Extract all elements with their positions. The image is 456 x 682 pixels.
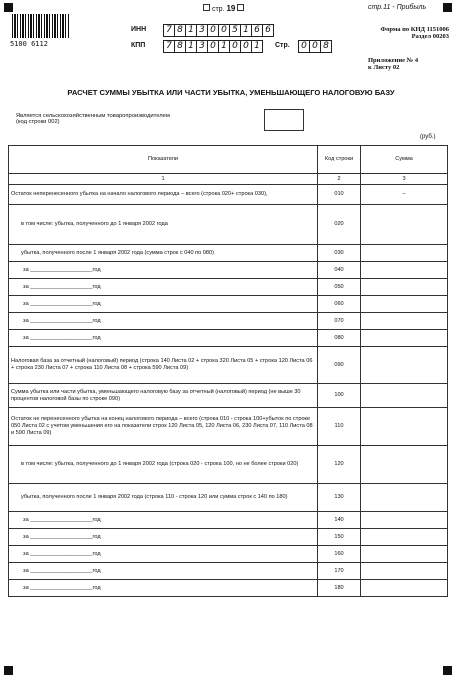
table-row (9, 347, 448, 384)
row-sum-field[interactable] (361, 529, 448, 546)
inn-digit-cell[interactable]: 0 (207, 24, 219, 37)
appendix-label (368, 57, 418, 71)
kpp-digit-cell[interactable]: 0 (207, 40, 219, 53)
page-label: стр. (211, 6, 225, 13)
row-sum-field[interactable] (361, 313, 448, 330)
table-row (9, 185, 448, 205)
row-sum-field[interactable] (361, 408, 448, 446)
inn-digit-cell[interactable]: 6 (251, 24, 263, 37)
row-code: 160 (318, 546, 361, 563)
row-sum-field[interactable] (361, 245, 448, 262)
row-code: 070 (318, 313, 361, 330)
kpp-digit-cell[interactable]: 0 (229, 40, 241, 53)
kpp-label: КПП (131, 42, 146, 49)
table-row (9, 313, 448, 330)
row-indicator: за ____________________год (9, 529, 318, 546)
unit-label: (руб.) (420, 134, 436, 140)
kpp-digit-cell[interactable]: 7 (163, 40, 175, 53)
agri-label-text: Является сельскохозяйственным товаропроизводителем (16, 113, 170, 119)
kpp-digit-cell[interactable]: 8 (174, 40, 186, 53)
row-indicator: за ____________________год (9, 546, 318, 563)
row-indicator: за ____________________год (9, 262, 318, 279)
row-code: 060 (318, 296, 361, 313)
appendix-line2: к Листу 02 (368, 64, 400, 71)
table-row (9, 205, 448, 245)
table-row (9, 296, 448, 313)
barcode-number: 5100 6112 (10, 40, 48, 48)
kpp-field[interactable] (163, 40, 262, 53)
row-code: 150 (318, 529, 361, 546)
appendix-line1: Приложение № 4 (368, 57, 419, 64)
row-code: 030 (318, 245, 361, 262)
row-code: 090 (318, 347, 361, 384)
table-row (9, 384, 448, 408)
inn-field[interactable] (163, 24, 273, 37)
inn-digit-cell[interactable]: 3 (196, 24, 208, 37)
row-sum-field[interactable] (361, 384, 448, 408)
row-code: 050 (318, 279, 361, 296)
inn-digit-cell[interactable]: 5 (229, 24, 241, 37)
row-indicator: в том числе: убытка, полученного до 1 января 2002 года (9, 205, 318, 245)
number-col-2: 2 (318, 174, 361, 185)
row-sum-field[interactable] (361, 205, 448, 245)
row-sum-field[interactable] (361, 563, 448, 580)
page-box-icon (203, 4, 210, 11)
page-title: РАСЧЕТ СУММЫ УБЫТКА ИЛИ ЧАСТИ УБЫТКА, УМЕНЬШАЮЩЕГО НАЛОГОВУЮ БАЗУ (67, 88, 395, 97)
header-code: Код строки (318, 146, 361, 174)
row-indicator: в том числе: убытка, полученного до 1 января 2002 года (строка 020 - строка 100, но не более строки 020) (9, 446, 318, 484)
form-code (357, 26, 449, 40)
table-row (9, 546, 448, 563)
row-indicator: за ____________________год (9, 296, 318, 313)
row-sum-field[interactable] (361, 296, 448, 313)
kpp-digit-cell[interactable]: 1 (251, 40, 263, 53)
table-row (9, 512, 448, 529)
row-code: 040 (318, 262, 361, 279)
row-indicator: Остаток неперенесенного убытка на начало налогового периода – всего (строка 020+ строка 030), (9, 185, 318, 205)
row-sum-field[interactable] (361, 279, 448, 296)
row-sum-field[interactable] (361, 262, 448, 279)
table-row (9, 563, 448, 580)
strf-digit-cell[interactable]: 0 (309, 40, 321, 53)
page-number (203, 4, 244, 13)
barcode (12, 14, 70, 38)
row-indicator: Сумма убытка или части убытка, уменьшающего налоговую базу за отчетный (налоговый) период (не выше 30 процентов налоговой базы по строке 090) (9, 384, 318, 408)
page-box-icon (237, 4, 244, 11)
row-code: 110 (318, 408, 361, 446)
row-sum-field[interactable] (361, 546, 448, 563)
row-indicator: за ____________________год (9, 580, 318, 597)
row-indicator: убытка, полученного после 1 января 2002 года (строка 110 - строка 120 или сумма строк с 140 по 180) (9, 484, 318, 512)
row-sum-field[interactable] (361, 330, 448, 347)
inn-digit-cell[interactable]: 1 (240, 24, 252, 37)
row-sum-field[interactable] (361, 580, 448, 597)
row-code: 120 (318, 446, 361, 484)
row-indicator: за ____________________год (9, 330, 318, 347)
row-code: 080 (318, 330, 361, 347)
table-row (9, 529, 448, 546)
form-line1: Форма по КНД 1151006 (380, 26, 449, 33)
row-sum-field[interactable] (361, 512, 448, 529)
inn-digit-cell[interactable]: 8 (174, 24, 186, 37)
row-indicator: за ____________________год (9, 563, 318, 580)
str-field[interactable] (298, 40, 331, 53)
row-indicator: за ____________________год (9, 512, 318, 529)
row-code: 130 (318, 484, 361, 512)
row-code: 010 (318, 185, 361, 205)
row-code: 140 (318, 512, 361, 529)
row-indicator: убытка, полученного после 1 января 2002 года (сумма строк с 040 по 080) (9, 245, 318, 262)
table-row (9, 262, 448, 279)
row-sum-field[interactable] (361, 484, 448, 512)
kpp-digit-cell[interactable]: 3 (196, 40, 208, 53)
table-row (9, 408, 448, 446)
agri-code-text: (код строки 002) (16, 119, 60, 125)
inn-digit-cell[interactable]: 1 (185, 24, 197, 37)
row-sum-field[interactable]: – (361, 185, 448, 205)
row-indicator: за ____________________год (9, 279, 318, 296)
agri-input-box[interactable] (264, 109, 304, 131)
kpp-digit-cell[interactable]: 1 (218, 40, 230, 53)
corner-marker-tl (4, 3, 13, 12)
kpp-digit-cell[interactable]: 0 (240, 40, 252, 53)
row-code: 100 (318, 384, 361, 408)
row-code: 180 (318, 580, 361, 597)
page-number-value: 19 (226, 4, 236, 13)
row-sum-field[interactable] (361, 347, 448, 384)
form-line2: Раздел 00203 (411, 33, 449, 40)
table-row (9, 330, 448, 347)
table-header-row (9, 146, 448, 174)
row-code: 020 (318, 205, 361, 245)
header-indicator: Показатели (9, 146, 318, 174)
table-row (9, 279, 448, 296)
agri-label (16, 113, 170, 125)
number-col-1: 1 (9, 174, 318, 185)
row-indicator: Налоговая база за отчетный (налоговый) период (строка 140 Листа 02 + строка 320 Листа 05 + строка 120 Листа 06 + строка 230 Листа 07 + строка 110 Листа 08 + строка 590 Листа 09) (9, 347, 318, 384)
table-number-row (9, 174, 448, 185)
inn-label: ИНН (131, 26, 147, 33)
inn-digit-cell[interactable]: 0 (218, 24, 230, 37)
corner-marker-br (443, 666, 452, 675)
corner-marker-tr (443, 3, 452, 12)
table-row (9, 446, 448, 484)
str-label: Стр. (275, 42, 290, 49)
strf-digit-cell[interactable]: 8 (320, 40, 332, 53)
row-sum-field[interactable] (361, 446, 448, 484)
page-right-label: стр.11 - Прибыль (368, 4, 427, 11)
number-col-3: 3 (361, 174, 448, 185)
inn-digit-cell[interactable]: 7 (163, 24, 175, 37)
table-row (9, 245, 448, 262)
inn-digit-cell[interactable]: 6 (262, 24, 274, 37)
table-row (9, 484, 448, 512)
header-sum: Сумма (361, 146, 448, 174)
kpp-digit-cell[interactable]: 1 (185, 40, 197, 53)
table-row (9, 580, 448, 597)
strf-digit-cell[interactable]: 0 (298, 40, 310, 53)
row-indicator: Остаток не перенесенного убытка на конец налогового периода – всего (строка 010 - строка 100+убыток по строке 050 Листа 02 с учетом уменьшения его на показатели строк 120 Листа 05, 120 Листа 06, 230 Листа 07, 110 Листа 08 и 590 Листа 09) (9, 408, 318, 446)
row-indicator: за ____________________год (9, 313, 318, 330)
row-code: 170 (318, 563, 361, 580)
corner-marker-bl (4, 666, 13, 675)
loss-table (8, 145, 448, 597)
